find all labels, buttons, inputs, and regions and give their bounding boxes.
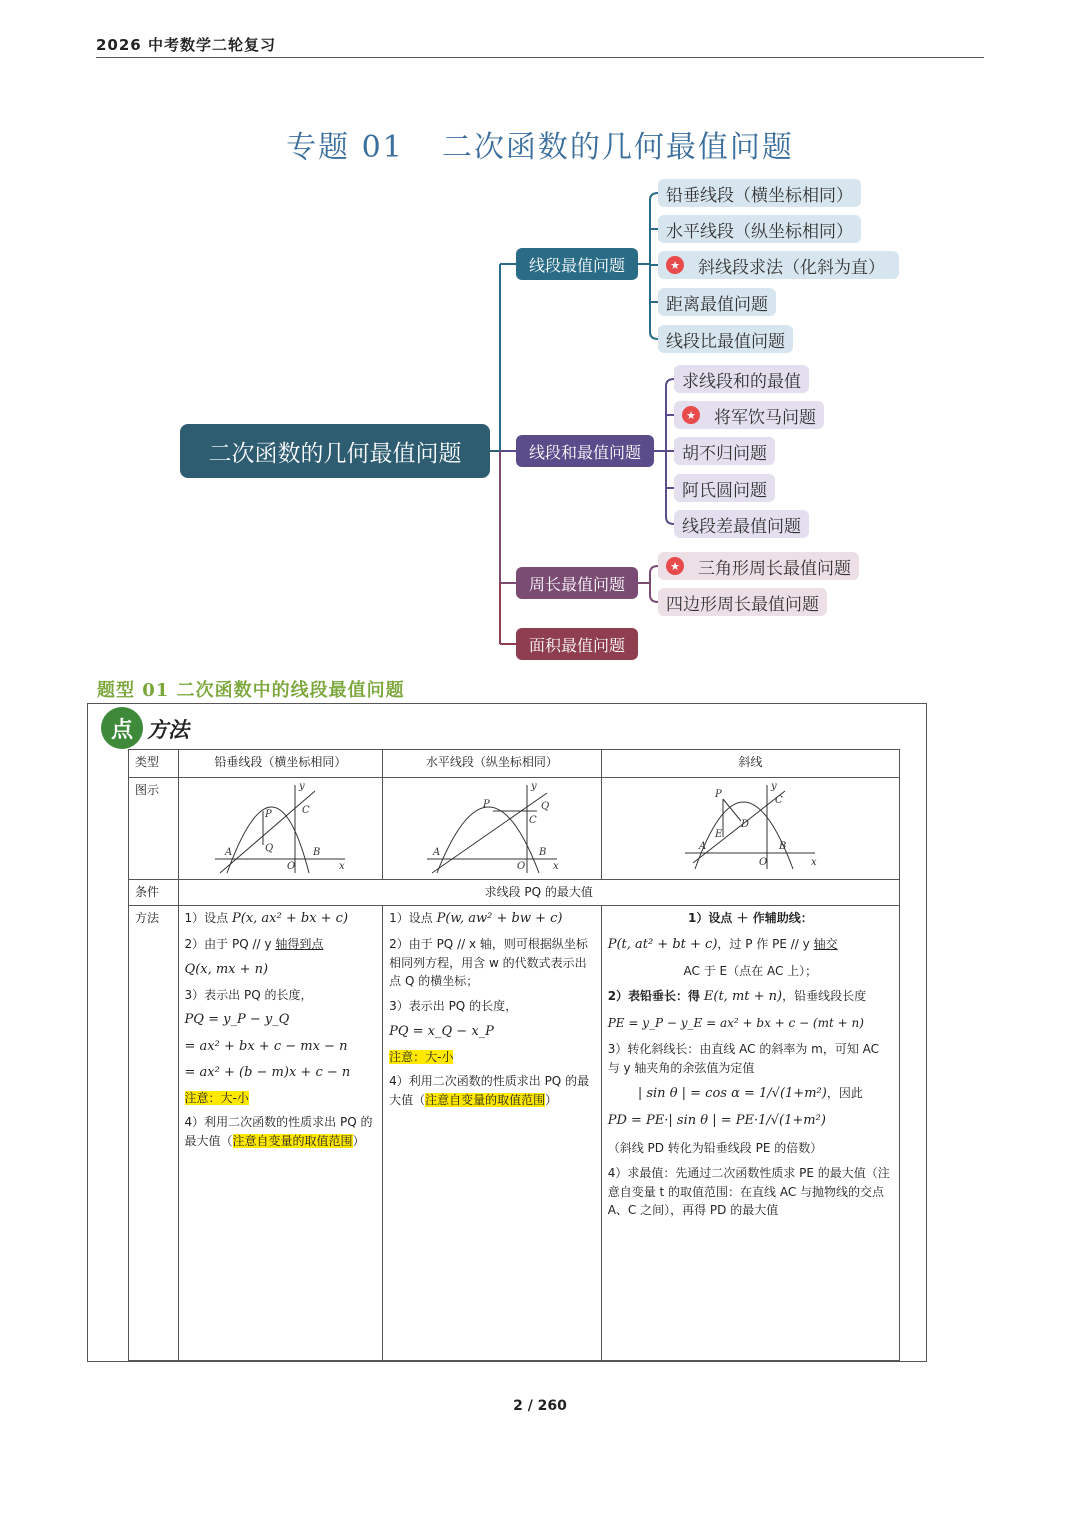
svg-text:C: C bbox=[775, 795, 783, 806]
figure-oblique bbox=[601, 778, 899, 880]
leaf-apollonius: 阿氏圆问题 bbox=[674, 474, 775, 502]
running-header: 2026 中考数学二轮复习 bbox=[96, 36, 276, 54]
branch-perimeter-max: 周长最值问题 bbox=[516, 567, 638, 599]
leaf-distance-max: 距离最值问题 bbox=[658, 288, 776, 316]
svg-text:B: B bbox=[313, 847, 321, 858]
parabola-figure-vertical bbox=[205, 781, 355, 875]
table-header-row bbox=[129, 750, 900, 778]
leaf-oblique-segment: ★ 斜线段求法（化斜为直） bbox=[658, 251, 899, 279]
svg-text:x: x bbox=[552, 861, 559, 872]
svg-text:y: y bbox=[530, 781, 537, 792]
mindmap-root: 二次函数的几何最值问题 bbox=[180, 424, 490, 478]
svg-text:O: O bbox=[516, 861, 526, 872]
parabola-figure-horizontal bbox=[417, 781, 567, 875]
svg-text:E: E bbox=[715, 829, 723, 840]
table-condition-row bbox=[129, 880, 900, 906]
svg-text:P: P bbox=[715, 789, 723, 800]
branch-segment-sum-max: 线段和最值问题 bbox=[516, 435, 654, 467]
row-label-figure: 图示 bbox=[129, 778, 179, 880]
svg-text:P: P bbox=[265, 809, 273, 820]
svg-text:x: x bbox=[811, 857, 817, 868]
method-vertical: 1）设点 P(x, ax² + bx + c) 2）由于 PQ // y 轴得到点 Q(x, mx + n) 3）表示出 PQ 的长度， PQ = y_P − y_Q = ax² + bx + c − mx − n = ax² + (b − m)x + c − n 注意：大-小 4）利用二次函数的性质求出 PQ 的最大值（注意自变量的取值范围） bbox=[178, 906, 383, 1361]
leaf-vertical-segment: 铅垂线段（横坐标相同） bbox=[658, 179, 861, 207]
star-badge-icon: ★ bbox=[666, 557, 684, 575]
row-label-method: 方法 bbox=[129, 906, 179, 1361]
leaf-triangle-perimeter: ★ 三角形周长最值问题 bbox=[658, 552, 859, 580]
svg-text:B: B bbox=[779, 841, 787, 852]
header-horizontal: 水平线段（纵坐标相同） bbox=[383, 750, 602, 778]
method-title: 方法 bbox=[147, 717, 189, 742]
header-vertical: 铅垂线段（横坐标相同） bbox=[178, 750, 383, 778]
branch-segment-max: 线段最值问题 bbox=[516, 248, 638, 280]
method-oblique: 1）设点 ＋ 作辅助线： P(t, at² + bt + c)，过 P 作 PE // y 轴交 AC 于 E（点在 AC 上）； 2）表铅垂长：得 E(t, mt + n)，铅垂线段长度 PE = y_P − y_E = ax² + bx + c − (mt + n) 3）转化斜线长：由直线 AC 的斜率为 m，可知 AC 与 y 轴夹角的余弦值为定值 | sin θ | = cos α = 1/√(1+m²)，因此 PD = PE·| sin θ | = PE·1/√(1+m²) （斜线 PD 转化为铅垂线段 PE 的倍数） 4）求最值：先通过二次函数性质求 PE 的最大值（注意自变量 t 的取值范围：在直线 AC 与抛物线的交点 A、C 之间），再得 PD 的最大值 bbox=[601, 906, 899, 1361]
condition-text: 求线段 PQ 的最大值 bbox=[178, 880, 899, 906]
parabola-figure-oblique bbox=[675, 781, 825, 875]
svg-text:A: A bbox=[699, 841, 707, 852]
row-label-condition: 条件 bbox=[129, 880, 179, 906]
svg-text:C: C bbox=[302, 805, 310, 816]
note-highlight: 注意：大-小 bbox=[389, 1049, 454, 1064]
svg-text:Q: Q bbox=[540, 801, 550, 812]
svg-text:x: x bbox=[339, 861, 345, 872]
figure-vertical bbox=[178, 778, 383, 880]
svg-text:A: A bbox=[225, 847, 233, 858]
leaf-segment-ratio: 线段比最值问题 bbox=[658, 325, 793, 353]
svg-text:O: O bbox=[287, 861, 296, 872]
leaf-horizontal-segment: 水平线段（纵坐标相同） bbox=[658, 215, 861, 243]
branch-area-max: 面积最值问题 bbox=[516, 628, 638, 660]
header-type: 类型 bbox=[129, 750, 179, 778]
header-oblique: 斜线 bbox=[601, 750, 899, 778]
svg-text:y: y bbox=[299, 781, 305, 792]
method-table bbox=[128, 749, 900, 1361]
leaf-segment-difference: 线段差最值问题 bbox=[674, 510, 809, 538]
page-number: 2 / 260 bbox=[513, 1398, 567, 1414]
leaf-general-horse: ★ 将军饮马问题 bbox=[674, 401, 824, 429]
svg-text:D: D bbox=[741, 819, 750, 830]
star-badge-icon: ★ bbox=[682, 406, 700, 424]
section-title: 题型 01 二次函数中的线段最值问题 bbox=[97, 680, 405, 701]
title-number: 专题 01 bbox=[286, 130, 404, 165]
method-horizontal: 1）设点 P(w, aw² + bw + c) 2）由于 PQ // x 轴，则可根据纵坐标相同列方程，用含 w 的代数式表示出点 Q 的横坐标； 3）表示出 PQ 的长度， PQ = x_Q − x_P 注意：大-小 4）利用二次函数的性质求出 PQ 的最大值（注意自变量的取值范围） bbox=[383, 906, 602, 1361]
figure-horizontal bbox=[383, 778, 602, 880]
svg-text:y: y bbox=[771, 781, 777, 792]
title-text: 二次函数的几何最值问题 bbox=[441, 130, 794, 165]
table-method-row bbox=[129, 906, 900, 1361]
svg-text:Q: Q bbox=[265, 843, 274, 854]
svg-text:P: P bbox=[482, 799, 490, 810]
note-highlight: 注意：大-小 bbox=[184, 1090, 249, 1105]
svg-text:A: A bbox=[432, 847, 441, 858]
svg-text:O: O bbox=[759, 857, 768, 868]
leaf-segment-sum: 求线段和的最值 bbox=[674, 365, 809, 393]
svg-text:B: B bbox=[538, 847, 547, 858]
svg-text:C: C bbox=[528, 815, 537, 826]
leaf-quadrilateral-perimeter: 四边形周长最值问题 bbox=[658, 588, 827, 616]
method-badge: 点 bbox=[101, 707, 143, 749]
table-figure-row bbox=[129, 778, 900, 880]
star-badge-icon: ★ bbox=[666, 256, 684, 274]
leaf-hubugui: 胡不归问题 bbox=[674, 437, 775, 465]
